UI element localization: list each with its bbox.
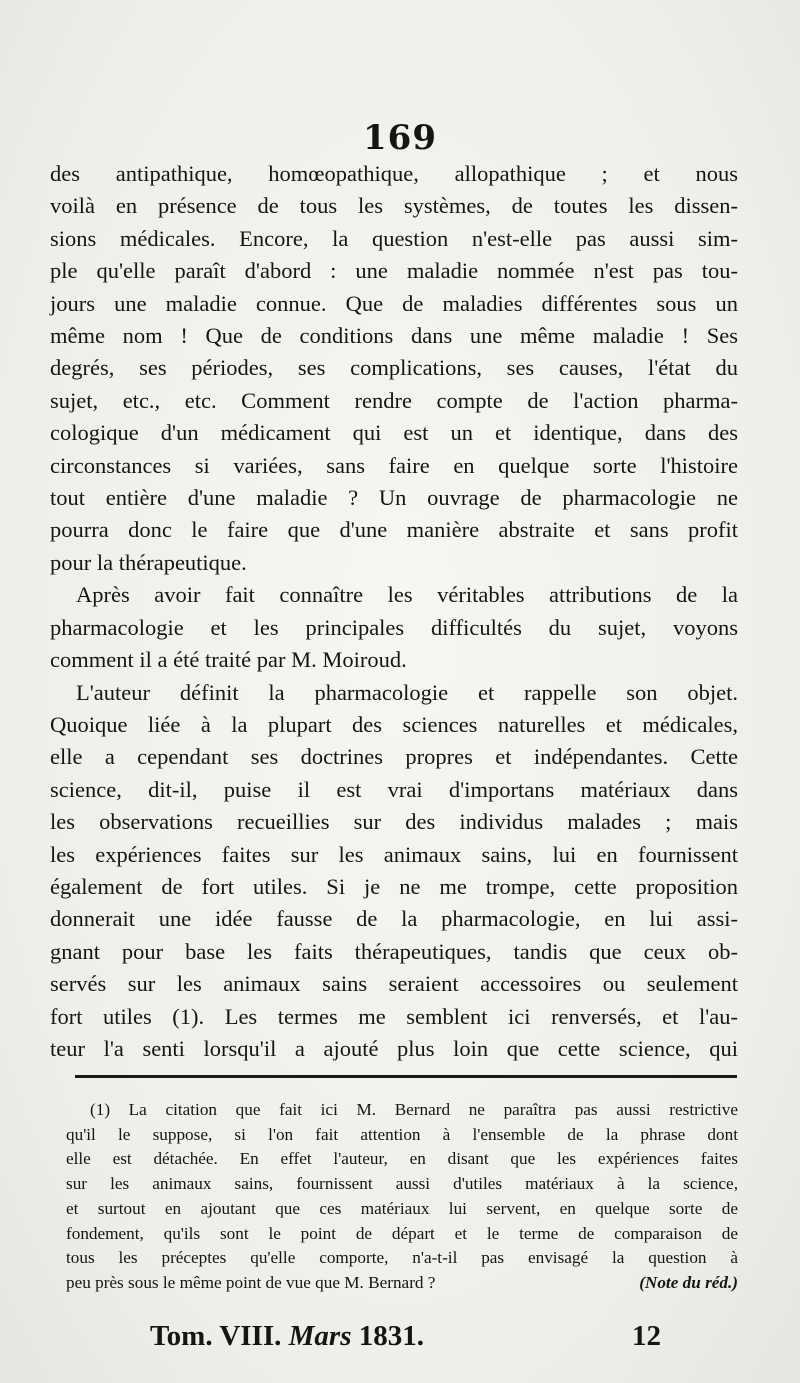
footnote bbox=[66, 1098, 738, 1296]
month-label: Mars bbox=[288, 1320, 352, 1352]
footnote-last-text: peu près sous le même point de vue que M. Bernard ? bbox=[66, 1272, 436, 1292]
body-line: sions médicales. Encore, la question n'est-elle pas aussi sim- bbox=[50, 225, 738, 251]
body-line: jours une maladie connue. Que de maladies différentes sous un bbox=[50, 290, 738, 316]
volume-signature bbox=[150, 1320, 424, 1353]
footnote-line: sur les animaux sains, fournissent aussi d'utiles matériaux à la science, bbox=[66, 1174, 738, 1194]
year-label: 1831. bbox=[358, 1320, 424, 1352]
body-line: science, dit-il, puise il est vrai d'importans matériaux dans bbox=[50, 776, 738, 802]
footnote-line: qu'il le suppose, si l'on fait attention à l'ensemble de la phrase dont bbox=[66, 1124, 738, 1144]
body-line: même nom ! Que de conditions dans une même maladie ! Ses bbox=[50, 323, 738, 349]
footnote-line: et surtout en ajoutant que ces matériaux lui servent, en quelque sorte de bbox=[66, 1198, 738, 1218]
body-line: pharmacologie et les principales difficultés du sujet, voyons bbox=[50, 614, 738, 640]
body-line: des antipathique, homœopathique, allopathique ; et nous bbox=[50, 161, 738, 186]
footnote-line: (1) La citation que fait ici M. Bernard ne paraîtra pas aussi restrictive bbox=[90, 1100, 738, 1119]
body-line: ple qu'elle paraît d'abord : une maladie nommée n'est pas tou- bbox=[50, 258, 738, 284]
body-line: les expériences faites sur les animaux sains, lui en fournissent bbox=[50, 841, 738, 867]
body-line: comment il a été traité par M. Moiroud. bbox=[50, 647, 407, 673]
page-number: 169 bbox=[363, 118, 437, 158]
editor-note: (Note du réd.) bbox=[639, 1272, 738, 1292]
body-line: elle a cependant ses doctrines propres et indépendantes. Cette bbox=[50, 744, 738, 770]
body-line: gnant pour base les faits thérapeutiques, tandis que ceux ob- bbox=[50, 938, 738, 964]
body-line: sujet, etc., etc. Comment rendre compte de l'action pharma- bbox=[50, 387, 738, 413]
footnote-line: fondement, qu'ils sont le point de départ et le terme de comparaison de bbox=[66, 1223, 738, 1243]
body-line: Quoique liée à la plupart des sciences naturelles et médicales, bbox=[50, 711, 738, 737]
body-line: teur l'a senti lorsqu'il a ajouté plus loin que cette science, qui bbox=[50, 1035, 738, 1061]
footnote-line bbox=[66, 1271, 738, 1296]
body-line: voilà en présence de tous les systèmes, de toutes les dissen- bbox=[50, 193, 738, 219]
footnote-divider bbox=[75, 1075, 737, 1078]
footnote-line: tous les préceptes qu'elle comporte, n'a-t-il pas envisagé la question à bbox=[66, 1248, 738, 1268]
signature-line bbox=[0, 1320, 800, 1360]
body-line: Après avoir fait connaître les véritables attributions de la bbox=[76, 582, 738, 608]
body-line: tout entière d'une maladie ? Un ouvrage de pharmacologie ne bbox=[50, 485, 738, 511]
body-line: fort utiles (1). Les termes me semblent ici renversés, et l'au- bbox=[50, 1003, 738, 1029]
body-line: donnerait une idée fausse de la pharmacologie, en lui assi- bbox=[50, 906, 738, 932]
body-line: L'auteur définit la pharmacologie et rappelle son objet. bbox=[76, 679, 738, 705]
body-line: servés sur les animaux sains seraient accessoires ou seulement bbox=[50, 971, 738, 997]
body-text bbox=[50, 158, 738, 1065]
footnote-line: elle est détachée. En effet l'auteur, en disant que les expériences faites bbox=[66, 1149, 738, 1169]
body-line: pour la thérapeutique. bbox=[50, 549, 247, 575]
body-line: également de fort utiles. Si je ne me trompe, cette proposition bbox=[50, 873, 738, 899]
body-line: cologique d'un médicament qui est un et identique, dans des bbox=[50, 420, 738, 446]
body-line: degrés, ses périodes, ses complications, ses causes, l'état du bbox=[50, 355, 738, 381]
volume-label: Tom. VIII. bbox=[150, 1320, 282, 1352]
body-line: circonstances si variées, sans faire en quelque sorte l'histoire bbox=[50, 452, 738, 478]
gathering-number: 12 bbox=[632, 1320, 661, 1352]
body-line: les observations recueillies sur des individus malades ; mais bbox=[50, 809, 738, 835]
body-line: pourra donc le faire que d'une manière abstraite et sans profit bbox=[50, 517, 738, 543]
